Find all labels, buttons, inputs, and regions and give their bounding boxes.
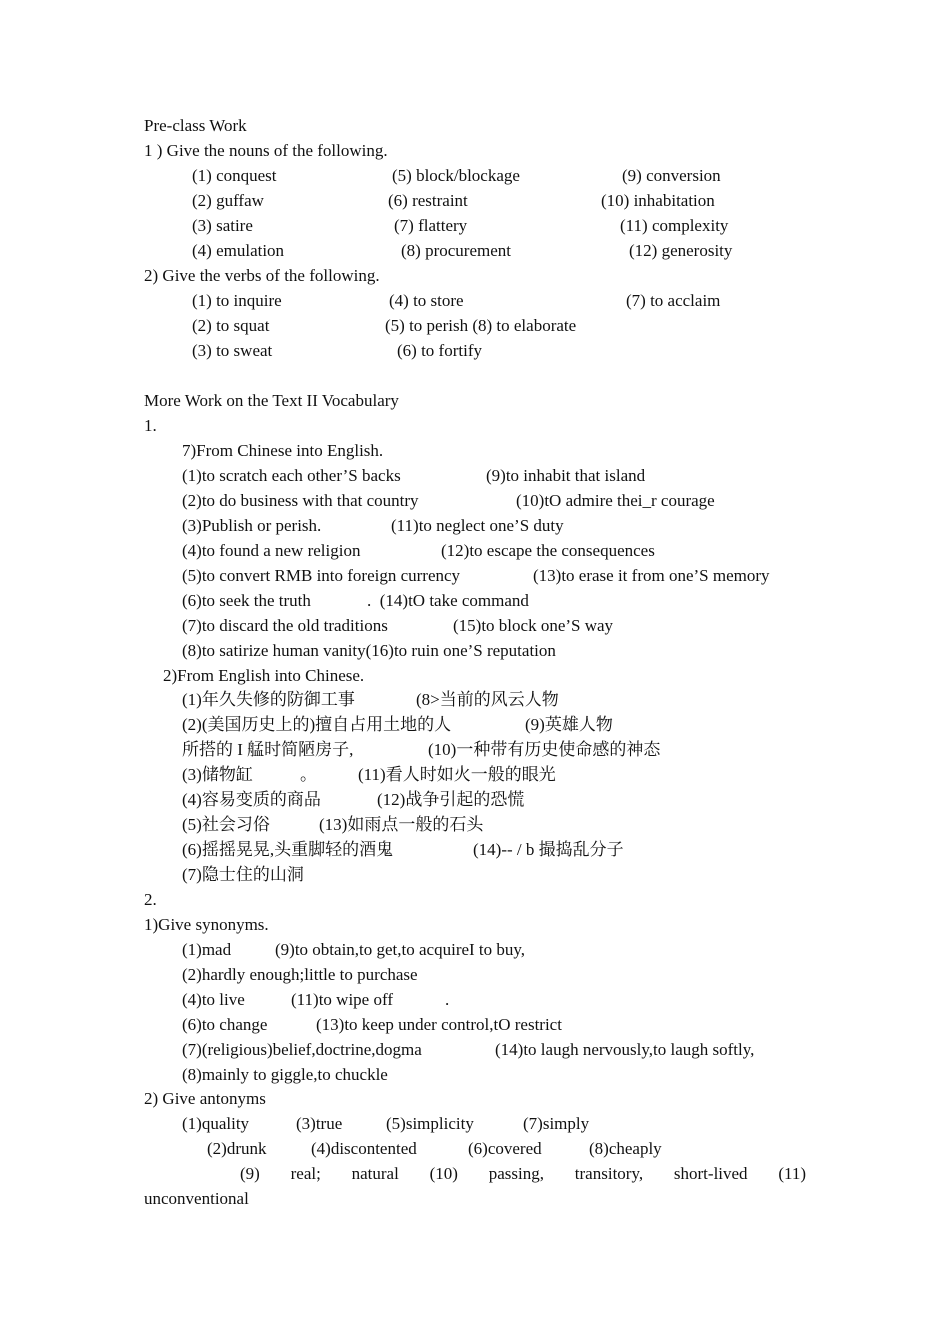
list-item: (2) to squat <box>192 316 270 335</box>
list-item: (6)covered <box>468 1139 542 1158</box>
question-heading: 2)From English into Chinese. <box>163 666 365 685</box>
list-item: (13)to erase it from one’S memory <box>533 566 770 585</box>
list-item: (4)to live <box>182 990 245 1009</box>
list-item: (5) block/blockage <box>392 166 520 185</box>
section-number: 2. <box>144 890 157 909</box>
list-item: (4)容易变质的商品 <box>182 790 321 809</box>
list-item: (1)mad <box>182 940 232 959</box>
list-item: (3)true <box>296 1114 343 1133</box>
list-item: (5) to perish (8) to elaborate <box>385 316 577 335</box>
list-item: (10)一种带有历史使命感的神态 <box>428 740 661 759</box>
question-heading: 1 ) Give the nouns of the following. <box>144 141 388 160</box>
list-item: (11)to neglect one’S duty <box>391 516 564 535</box>
list-item: . <box>445 990 450 1009</box>
list-item: (15)to block one’S way <box>453 616 614 635</box>
list-item: (7)(religious)belief,doctrine,dogma <box>182 1040 422 1059</box>
question-heading: 1)Give synonyms. <box>144 915 269 934</box>
list-item: (1)年久失修的防御工事 <box>182 690 355 709</box>
list-item: (12)to escape the consequences <box>441 541 655 560</box>
list-item: (4)to found a new religion <box>182 541 361 560</box>
list-item: (11) <box>778 1164 807 1183</box>
list-item: 。 <box>300 765 317 784</box>
list-item: (13)如雨点一般的石头 <box>319 815 484 834</box>
list-item: (14)-- / b 撮捣乱分子 <box>473 840 624 859</box>
list-item: (6) to fortify <box>397 341 482 360</box>
list-item: . (14)tO take command <box>367 591 529 610</box>
list-item: (11) complexity <box>620 216 729 235</box>
list-item: (11)看人时如火一般的眼光 <box>358 765 556 784</box>
list-item: (8)to satirize human vanity(16)to ruin one’S reputation <box>182 641 556 660</box>
list-item: (3)储物缸 <box>182 765 253 784</box>
section-number: 1. <box>144 416 157 435</box>
list-item: (2)to do business with that country <box>182 491 419 510</box>
list-item: (1) to inquire <box>192 291 282 310</box>
list-item: (9) <box>240 1164 260 1183</box>
list-item: (3)Publish or perish. <box>182 516 322 535</box>
list-item: (14)to laugh nervously,to laugh softly, <box>495 1040 755 1059</box>
list-item: short-lived <box>673 1164 748 1183</box>
list-item: (1)quality <box>182 1114 250 1133</box>
list-item: (1)to scratch each other’S backs <box>182 466 401 485</box>
list-item: (12)战争引起的恐慌 <box>377 790 525 809</box>
list-item: (10) <box>429 1164 458 1183</box>
question-heading: 2) Give the verbs of the following. <box>144 266 380 285</box>
list-item: (11)to wipe off <box>291 990 393 1009</box>
list-item: (5)to convert RMB into foreign currency <box>182 566 461 585</box>
list-item: (5)社会习俗 <box>182 815 270 834</box>
list-item: (6) restraint <box>388 191 468 210</box>
list-item: (5)simplicity <box>386 1114 474 1133</box>
list-item: (8) procurement <box>401 241 511 260</box>
list-item: (6)摇摇晃晃,头重脚轻的酒鬼 <box>182 840 394 859</box>
question-heading: 2) Give antonyms <box>144 1089 266 1108</box>
list-item: (1) conquest <box>192 166 277 185</box>
list-item: (7)to discard the old traditions <box>182 616 388 635</box>
list-item: (2)(美国历史上的)擅自占用土地的人 <box>182 715 452 734</box>
list-item: transitory, <box>574 1164 644 1183</box>
list-item: unconventional <box>144 1189 249 1208</box>
list-item: (9) conversion <box>622 166 721 185</box>
list-item: natural <box>351 1164 399 1183</box>
list-item: passing, <box>488 1164 544 1183</box>
list-item: (4)discontented <box>311 1139 417 1158</box>
list-item: (3) satire <box>192 216 253 235</box>
list-item: (8)cheaply <box>589 1139 662 1158</box>
list-item: (7) to acclaim <box>626 291 721 310</box>
section-title: Pre-class Work <box>144 116 247 135</box>
list-item: (6)to change <box>182 1015 268 1034</box>
list-item: (3) to sweat <box>192 341 273 360</box>
list-item: (2)drunk <box>207 1139 267 1158</box>
list-item: (10)tO admire thei_r courage <box>516 491 715 510</box>
section-title: More Work on the Text II Vocabulary <box>144 391 399 410</box>
list-item: real; <box>290 1164 321 1183</box>
list-item: (10) inhabitation <box>601 191 715 210</box>
list-item: (4) emulation <box>192 241 285 260</box>
list-item: (8>当前的风云人物 <box>416 690 559 709</box>
list-item: (7) flattery <box>394 216 468 235</box>
list-item: (7)simply <box>523 1114 590 1133</box>
list-item: (8)mainly to giggle,to chuckle <box>182 1065 388 1084</box>
list-item: (4) to store <box>389 291 464 310</box>
list-item: (9)英雄人物 <box>525 715 613 734</box>
list-item: (2)hardly enough;little to purchase <box>182 965 418 984</box>
list-item: (2) guffaw <box>192 191 264 210</box>
list-item: (9)to inhabit that island <box>486 466 646 485</box>
list-item: (9)to obtain,to get,to acquireI to buy, <box>275 940 526 959</box>
list-item: (6)to seek the truth <box>182 591 311 610</box>
question-heading: 7)From Chinese into English. <box>182 441 384 460</box>
list-item: (12) generosity <box>629 241 733 260</box>
list-item: (13)to keep under control,tO restrict <box>316 1015 562 1034</box>
list-item: (7)隐士住的山洞 <box>182 865 304 884</box>
list-item: 所搭的 I 艋时简陋房子, <box>182 740 354 759</box>
